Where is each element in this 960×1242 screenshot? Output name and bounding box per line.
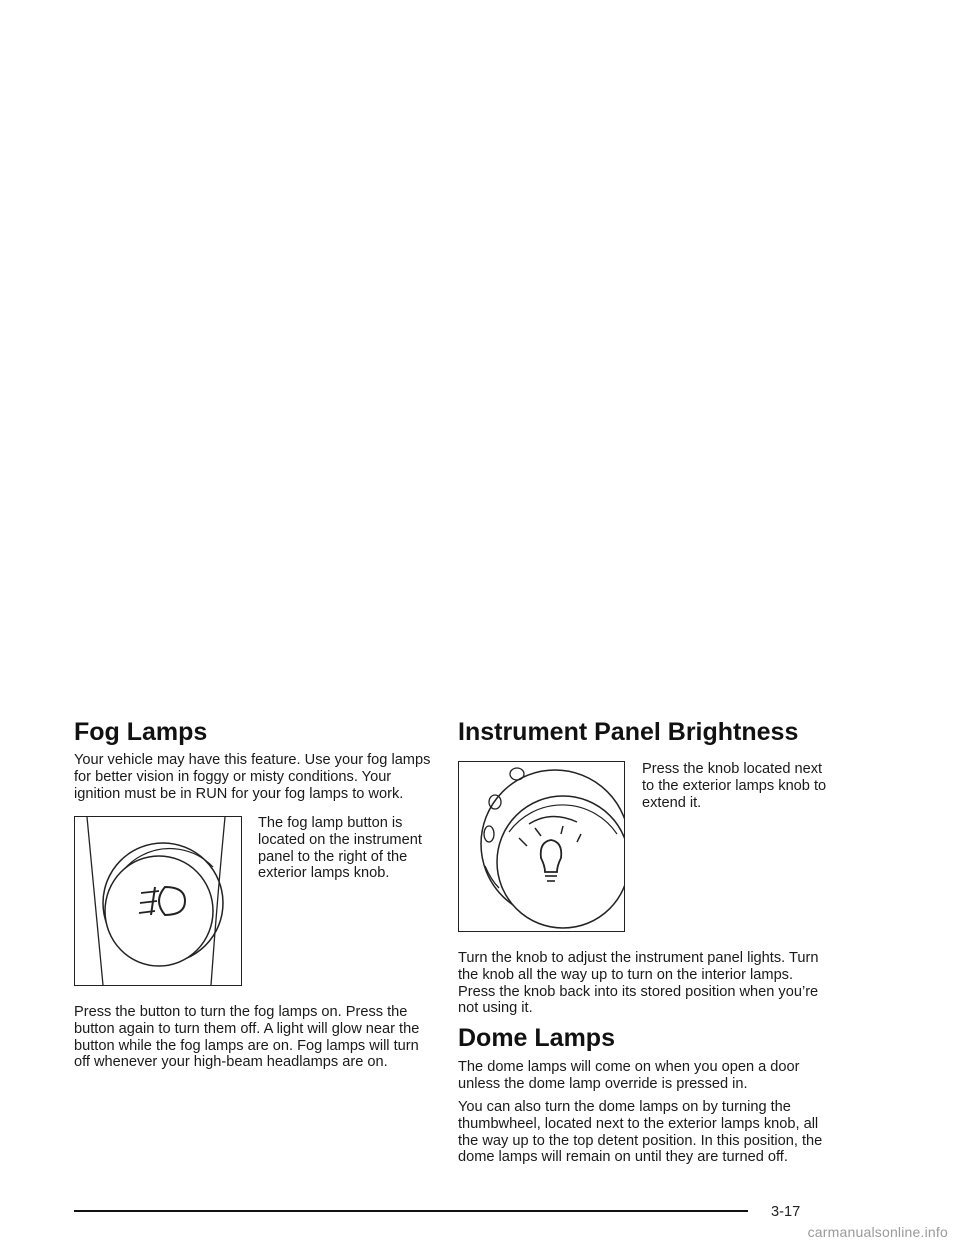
fog-lamps-intro: Your vehicle may have this feature. Use your fog lamps for better vision in foggy or misty conditions. Your ignition must be in RUN for your fog lamps to work.	[74, 752, 431, 802]
dome-lamps-para1: The dome lamps will come on when you open a door unless the dome lamp override is pressed in.	[458, 1059, 800, 1092]
footer-rule	[74, 1210, 748, 1212]
dimmer-knob-figure	[458, 761, 625, 932]
dome-lamps-heading: Dome Lamps	[458, 1024, 615, 1052]
fog-lamp-figure	[74, 816, 242, 986]
fog-lamps-usage: Press the button to turn the fog lamps on. Press the button again to turn them off. A light will glow near the button while the fog lamps are on. Fog lamps will turn off whenever your high-beam headlamps are on.	[74, 1004, 420, 1071]
instrument-panel-heading: Instrument Panel Brightness	[458, 718, 799, 746]
instrument-panel-usage: Turn the knob to adjust the instrument panel lights. Turn the knob all the way up to turn on the interior lamps. Press the knob back into its stored position when you’re not using it.	[458, 950, 819, 1017]
dome-lamps-para2: You can also turn the dome lamps on by turning the thumbwheel, located next to the exterior lamps knob, all the way up to the top detent position. In this position, the dome lamps will remain on until they are turned off.	[458, 1099, 823, 1166]
fog-lamp-caption: The fog lamp button is located on the instrument panel to the right of the exterior lamps knob.	[258, 815, 422, 882]
dimmer-caption: Press the knob located next to the exterior lamps knob to extend it.	[642, 761, 827, 811]
watermark: carmanualsonline.info	[807, 1224, 948, 1240]
fog-lamps-heading: Fog Lamps	[74, 718, 208, 746]
page-number: 3-17	[771, 1204, 801, 1220]
dimmer-knob-icon	[459, 762, 624, 931]
fog-lamp-button-icon	[75, 817, 241, 985]
